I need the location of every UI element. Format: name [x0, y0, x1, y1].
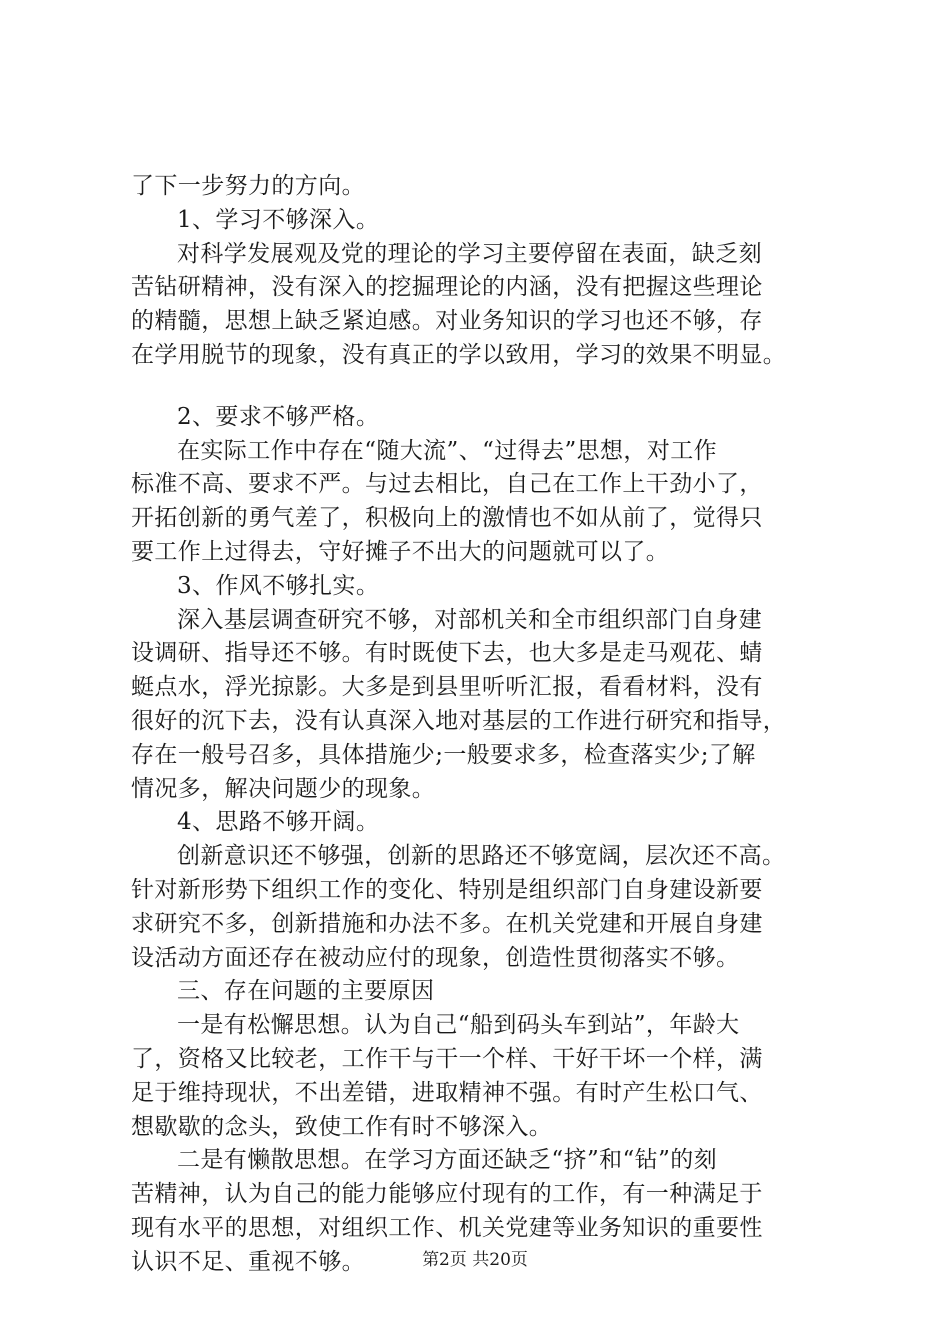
- section-heading: 1、学习不够深入。: [177, 206, 380, 233]
- text-line: 很好的沉下去，没有认真深入地对基层的工作进行研究和指导，: [131, 707, 787, 734]
- text-line: 现有水平的思想，对组织工作、机关党建等业务知识的重要性: [131, 1214, 763, 1241]
- section-heading: 三、存在问题的主要原因: [177, 978, 435, 1005]
- text-line: 开拓创新的勇气差了，积极向上的激情也不如从前了，觉得只: [131, 505, 763, 532]
- paragraph-gap: [131, 373, 831, 401]
- text-line: 二是有懒散思想。在学习方面还缺乏“挤”和“钻”的刻: [177, 1147, 718, 1174]
- text-line: 在实际工作中存在“随大流”、“过得去”思想，对工作: [177, 437, 718, 464]
- text-line: 设活动方面还存在被动应付的现象，创造性贯彻落实不够。: [131, 944, 740, 971]
- text-line: 对科学发展观及党的理论的学习主要停留在表面，缺乏刻: [177, 240, 762, 267]
- section-heading: 4、思路不够开阔。: [177, 809, 380, 836]
- text-line: 了，资格又比较老，工作干与干一个样、干好干坏一个样，满: [131, 1045, 763, 1072]
- text-line: 设调研、指导还不够。有时既使下去，也大多是走马观花、蜻: [131, 640, 763, 667]
- text-line: 苦精神，认为自己的能力能够应付现有的工作，有一种满足于: [131, 1181, 763, 1208]
- text-line: 在学用脱节的现象，没有真正的学以致用，学习的效果不明显。: [131, 341, 787, 368]
- text-line: 了下一步努力的方向。: [131, 173, 365, 199]
- text-line: 求研究不多，创新措施和办法不多。在机关党建和开展自身建: [131, 910, 763, 937]
- section-heading: 3、作风不够扎实。: [177, 572, 380, 599]
- text-line: 苦钻研精神，没有深入的挖掘理论的内涵，没有把握这些理论: [131, 274, 763, 301]
- text-line: 深入基层调查研究不够，对部机关和全市组织部门自身建: [177, 606, 762, 633]
- text-line: 存在一般号召多，具体措施少;一般要求多，检查落实少;了解: [131, 741, 756, 768]
- text-line: 创新意识还不够强，创新的思路还不够宽阔，层次还不高。: [177, 843, 786, 870]
- text-line: 的精髓，思想上缺乏紧迫感。对业务知识的学习也还不够，存: [131, 308, 763, 335]
- document-body: [131, 170, 831, 1280]
- text-line: 情况多，解决问题少的现象。: [131, 775, 436, 802]
- text-line: 要工作上过得去，守好摊子不出大的问题就可以了。: [131, 538, 670, 565]
- text-line: 标准不高、要求不严。与过去相比，自己在工作上干劲小了，: [131, 471, 763, 498]
- page-footer: 第2页 共20页: [422, 1250, 528, 1270]
- section-heading: 2、要求不够严格。: [177, 403, 380, 430]
- text-line: 一是有松懈思想。认为自己“船到码头车到站”，年龄大: [177, 1012, 740, 1039]
- text-line: 足于维持现状，不出差错，进取精神不强。有时产生松口气、: [131, 1079, 763, 1106]
- text-line: 想歇歇的念头，致使工作有时不够深入。: [131, 1113, 553, 1140]
- text-line: 蜓点水，浮光掠影。大多是到县里听听汇报，看看材料，没有: [131, 674, 763, 701]
- text-line: 针对新形势下组织工作的变化、特别是组织部门自身建设新要: [131, 876, 763, 903]
- text-line: 认识不足、重视不够。: [131, 1248, 365, 1275]
